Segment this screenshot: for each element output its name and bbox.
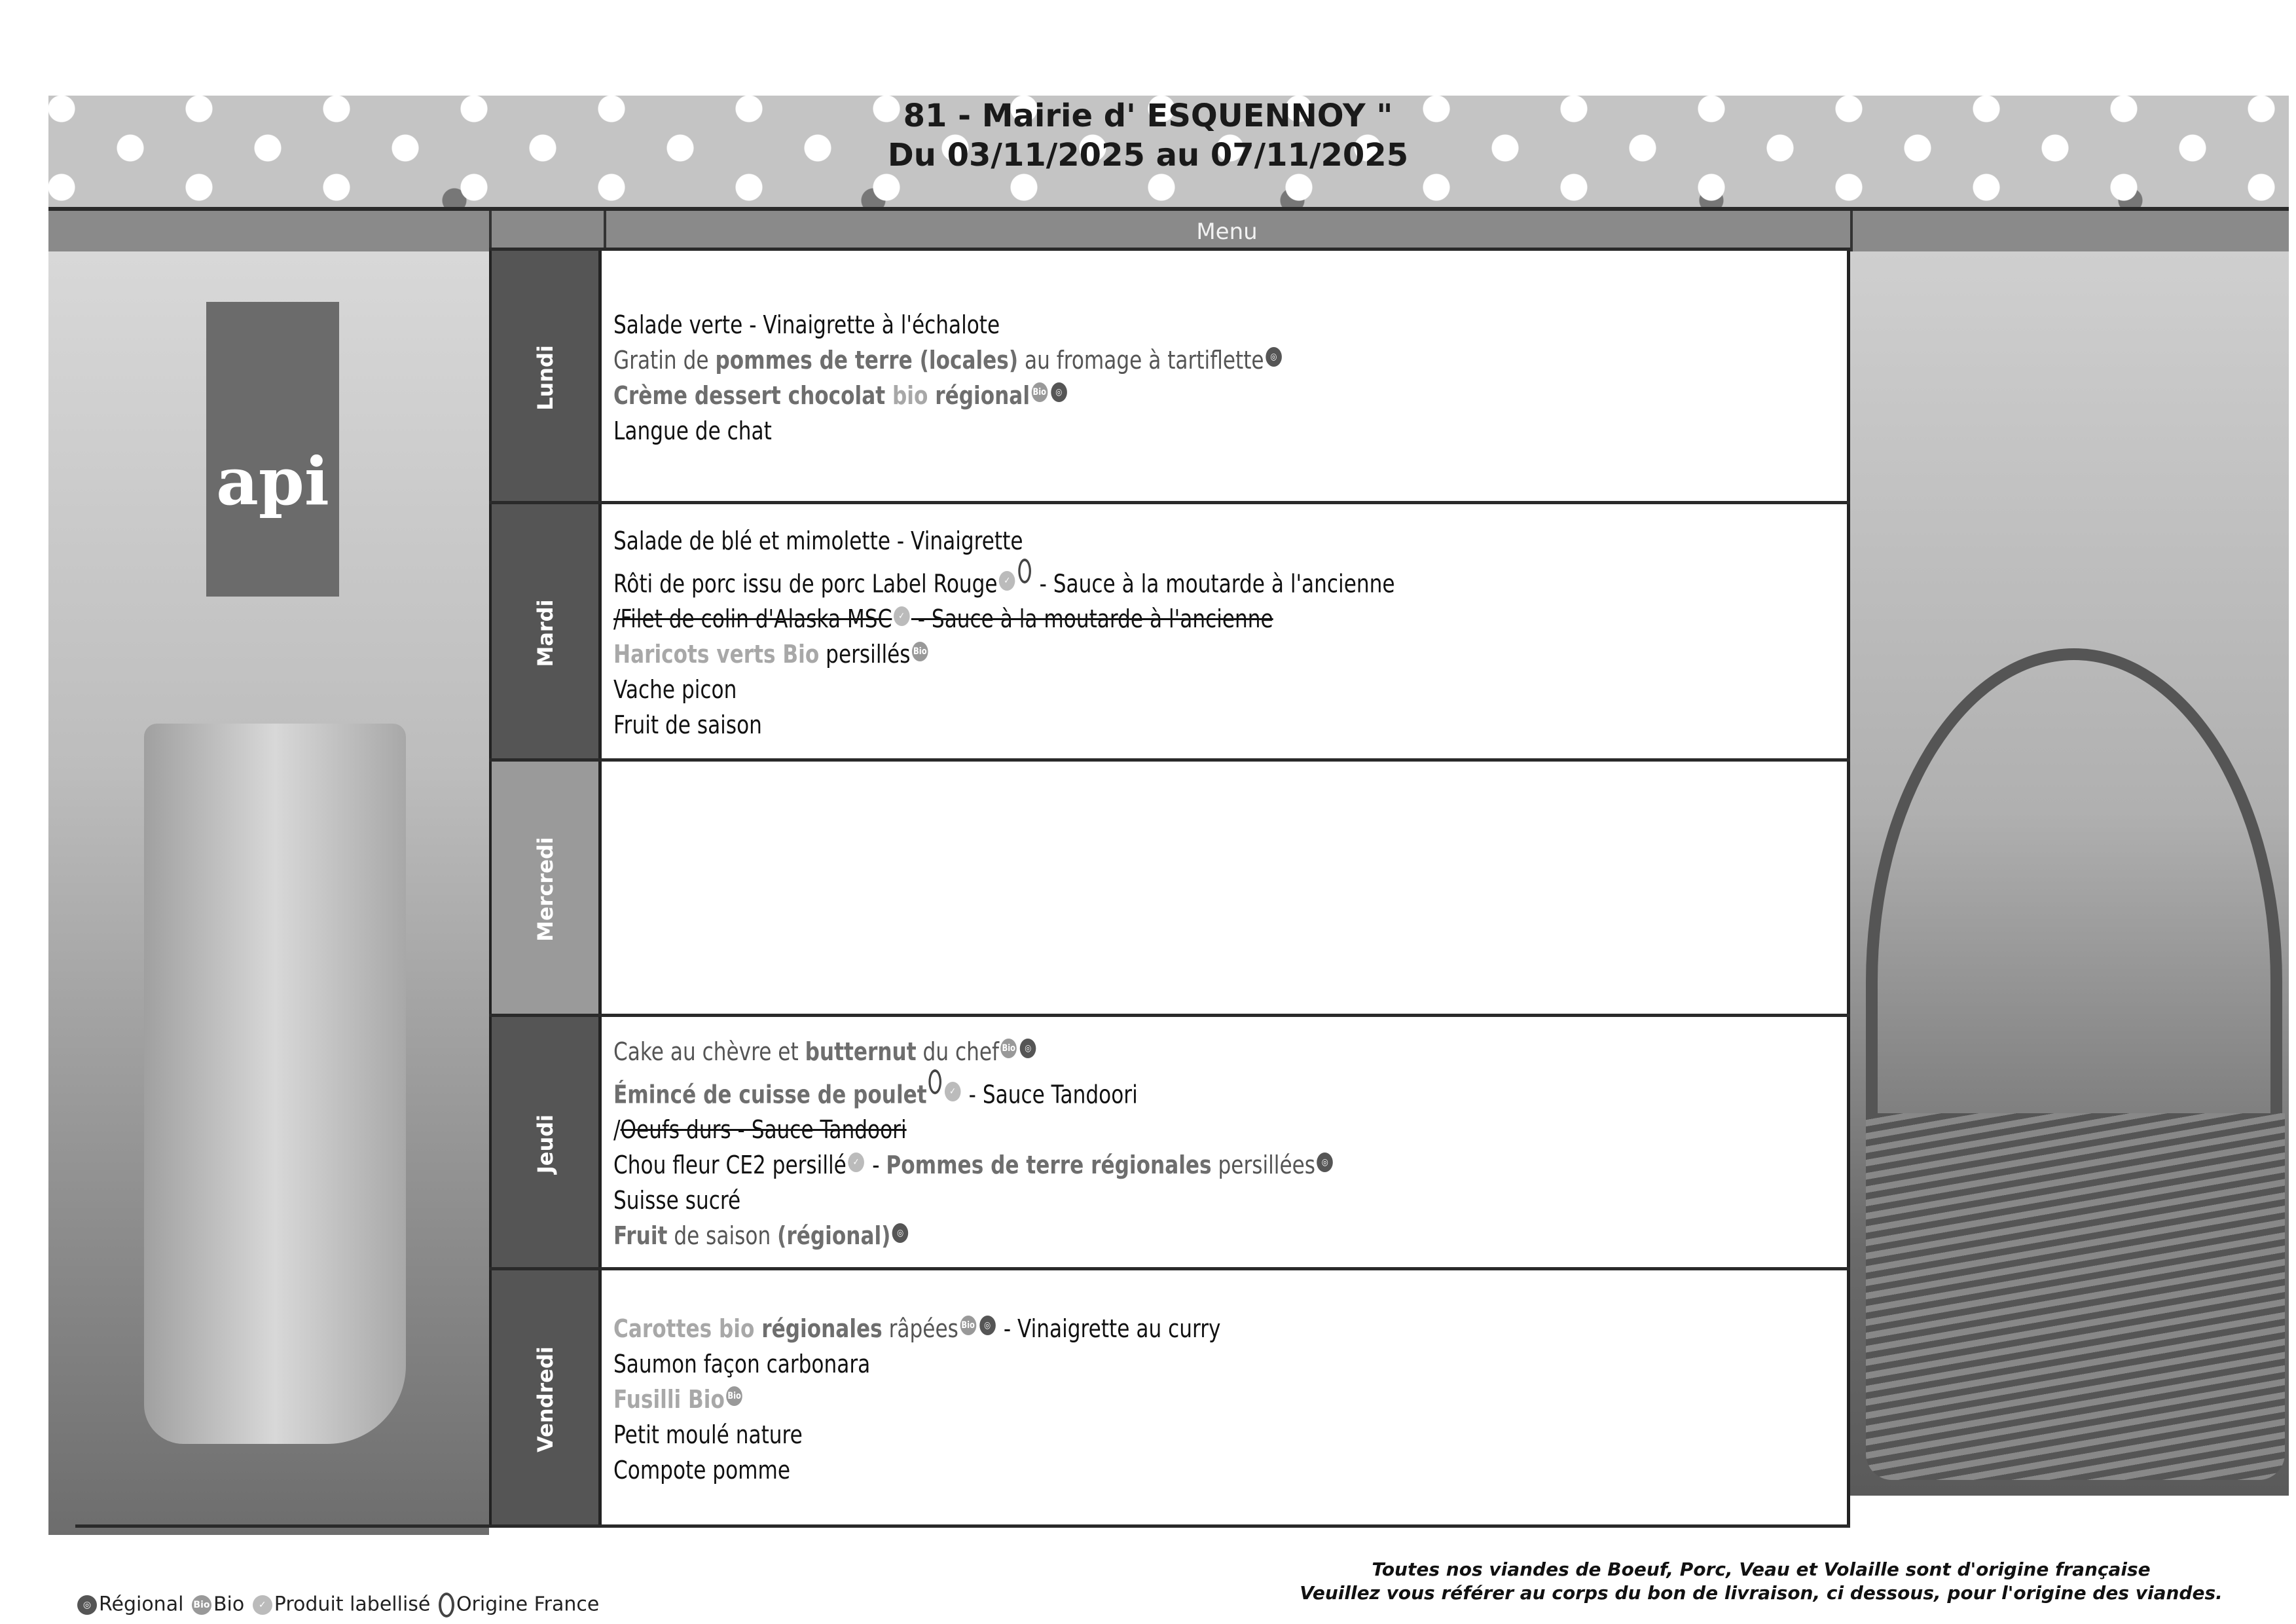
menu-item-text: bio bbox=[892, 380, 936, 410]
menu-item-text: butternut bbox=[805, 1037, 917, 1066]
day-row-jeudi bbox=[489, 1014, 1850, 1270]
menu-cell bbox=[602, 1270, 1850, 1528]
menu-item bbox=[613, 378, 1625, 413]
menu-item-text: persillés bbox=[819, 640, 911, 669]
label-icon: ✓ bbox=[894, 606, 910, 626]
origin-note: Toutes nos viandes de Boeuf, Porc, Veau et Volaille sont d'origine française bbox=[1372, 1559, 2151, 1580]
label-icon: ✓ bbox=[945, 1082, 961, 1101]
menu-item-text: Gratin de bbox=[613, 345, 716, 375]
menu-item bbox=[613, 1346, 1625, 1382]
menu-item bbox=[613, 1382, 1625, 1417]
menu-item-text: au fromage à tartiflette bbox=[1018, 345, 1264, 375]
day-label: Mercredi bbox=[532, 837, 558, 942]
menu-item-text: régionales bbox=[761, 1314, 883, 1343]
day-label: Mardi bbox=[532, 599, 558, 667]
regional-icon: ◎ bbox=[892, 1223, 909, 1243]
menu-column-header: Menu bbox=[1196, 219, 1258, 245]
menu-item-text: Oeufs durs - Sauce Tandoori bbox=[620, 1115, 907, 1145]
bio-icon: Bio bbox=[1000, 1039, 1017, 1058]
menu-item-text: Émincé de cuisse de poulet bbox=[613, 1080, 927, 1109]
menu-item bbox=[613, 1034, 1625, 1069]
menu-item-text: Langue de chat bbox=[613, 416, 772, 445]
menu-cell bbox=[602, 1017, 1850, 1270]
day-label-cell bbox=[489, 762, 602, 1017]
bio-icon: Bio bbox=[726, 1386, 742, 1406]
menu-item-text: - Sauce Tandoori bbox=[962, 1080, 1138, 1109]
day-label-cell bbox=[489, 251, 602, 504]
menu-item-text: Salade verte - Vinaigrette à l'échalote bbox=[613, 310, 1000, 339]
bio-icon: Bio bbox=[1031, 382, 1048, 402]
bio-icon: Bio bbox=[912, 642, 928, 661]
day-label-cell bbox=[489, 504, 602, 762]
menu-item bbox=[613, 523, 1625, 559]
menu-item-text: Cake au chèvre et bbox=[613, 1037, 805, 1066]
bio-icon: Bio bbox=[960, 1316, 976, 1335]
menu-item bbox=[613, 1417, 1625, 1452]
date-range: Du 03/11/2025 au 07/11/2025 bbox=[887, 137, 1409, 174]
france-icon bbox=[1019, 559, 1032, 583]
menu-item bbox=[613, 1147, 1625, 1183]
menu-item-text: - Sauce à la moutarde à l'ancienne bbox=[911, 604, 1273, 634]
menu-item bbox=[613, 1452, 1625, 1488]
regional-icon: ◎ bbox=[77, 1595, 97, 1615]
menu-item-text: de saison bbox=[667, 1221, 778, 1251]
legend-bio: Bio bbox=[213, 1593, 245, 1616]
menu-item-text: Crème dessert chocolat bbox=[613, 380, 892, 410]
menu-item-text: (régional) bbox=[777, 1221, 891, 1251]
day-label-cell bbox=[489, 1017, 602, 1270]
boot-image bbox=[144, 724, 406, 1444]
regional-icon: ◎ bbox=[1266, 347, 1282, 367]
menu-item-text: Chou fleur CE2 persillé bbox=[613, 1151, 847, 1180]
menu-item-text: pommes de terre (locales) bbox=[715, 345, 1019, 375]
menu-item bbox=[613, 672, 1625, 707]
legend-regional: Régional bbox=[99, 1593, 184, 1616]
menu-item-text: Carottes bio bbox=[613, 1314, 762, 1343]
legend-france: Origine France bbox=[456, 1593, 600, 1616]
page-title: 81 - Mairie d' ESQUENNOY " bbox=[903, 98, 1393, 134]
menu-item bbox=[613, 601, 1625, 637]
day-row-mercredi bbox=[489, 758, 1850, 1017]
delivery-note: Veuillez vous référer au corps du bon de livraison, ci dessous, pour l'origine des viandes. bbox=[1300, 1582, 2223, 1604]
menu-item-text: du chef bbox=[916, 1037, 1000, 1066]
label-icon: ✓ bbox=[848, 1153, 864, 1172]
legend-label: Produit labellisé bbox=[274, 1593, 431, 1616]
menu-cell bbox=[602, 762, 1850, 1017]
menu-item bbox=[613, 1069, 1625, 1113]
label-icon: ✓ bbox=[999, 571, 1015, 591]
regional-icon: ◎ bbox=[1051, 382, 1067, 402]
menu-item-text: Fruit bbox=[613, 1221, 668, 1251]
legend bbox=[75, 1593, 599, 1617]
label-icon: ✓ bbox=[253, 1595, 272, 1615]
menu-item-text: Pommes de terre régionales bbox=[886, 1151, 1212, 1180]
menu-item bbox=[613, 707, 1625, 743]
menu-cell bbox=[602, 504, 1850, 762]
menu-item-text: Suisse sucré bbox=[613, 1186, 741, 1215]
menu-item-text: / bbox=[613, 1115, 621, 1145]
menu-item-text: Fusilli Bio bbox=[613, 1384, 725, 1414]
menu-item-text: - Vinaigrette au curry bbox=[996, 1314, 1221, 1343]
menu-item-text: Compote pomme bbox=[613, 1455, 791, 1485]
menu-item-text: - bbox=[866, 1151, 886, 1180]
regional-icon: ◎ bbox=[979, 1316, 996, 1335]
bio-icon: Bio bbox=[192, 1595, 211, 1615]
menu-item-text: Rôti de porc issu de porc Label Rouge bbox=[613, 569, 998, 599]
menu-item bbox=[613, 1112, 1625, 1147]
regional-icon: ◎ bbox=[1317, 1153, 1334, 1172]
table-bottom-border bbox=[75, 1524, 1850, 1528]
day-label: Lundi bbox=[532, 344, 558, 411]
france-icon bbox=[439, 1593, 454, 1617]
api-logo: api bbox=[206, 302, 339, 597]
menu-item-text: Saumon façon carbonara bbox=[613, 1349, 871, 1378]
menu-cell bbox=[602, 251, 1850, 504]
menu-item-text: Vache picon bbox=[613, 675, 737, 705]
basket-image bbox=[1866, 1113, 2285, 1480]
menu-item-text: râpées bbox=[882, 1314, 958, 1343]
menu-item bbox=[613, 413, 1625, 449]
regional-icon: ◎ bbox=[1020, 1039, 1036, 1058]
menu-item-text: régional bbox=[935, 380, 1030, 410]
menu-item bbox=[613, 1218, 1625, 1253]
day-label-cell bbox=[489, 1270, 602, 1528]
day-row-vendredi bbox=[489, 1267, 1850, 1528]
menu-item-text: Petit moulé nature bbox=[613, 1420, 803, 1449]
day-label: Jeudi bbox=[532, 1114, 558, 1173]
france-icon bbox=[928, 1069, 941, 1094]
menu-item bbox=[613, 637, 1625, 672]
menu-item-text: persillées bbox=[1211, 1151, 1316, 1180]
day-label: Vendredi bbox=[532, 1346, 558, 1452]
menu-item-text: - Sauce à la moutarde à l'ancienne bbox=[1032, 569, 1395, 599]
menu-item bbox=[613, 559, 1625, 602]
menu-item bbox=[613, 342, 1625, 378]
menu-item-text: Fruit de saison bbox=[613, 710, 762, 740]
menu-item-text: /Filet de colin d'Alaska MSC bbox=[613, 604, 892, 634]
menu-item bbox=[613, 1311, 1625, 1346]
menu-item-text: Haricots verts Bio bbox=[613, 640, 820, 669]
menu-item-text: Salade de blé et mimolette - Vinaigrette bbox=[613, 526, 1023, 555]
day-row-mardi bbox=[489, 501, 1850, 762]
menu-item bbox=[613, 307, 1625, 342]
day-row-lundi bbox=[489, 248, 1850, 504]
menu-item bbox=[613, 1183, 1625, 1218]
